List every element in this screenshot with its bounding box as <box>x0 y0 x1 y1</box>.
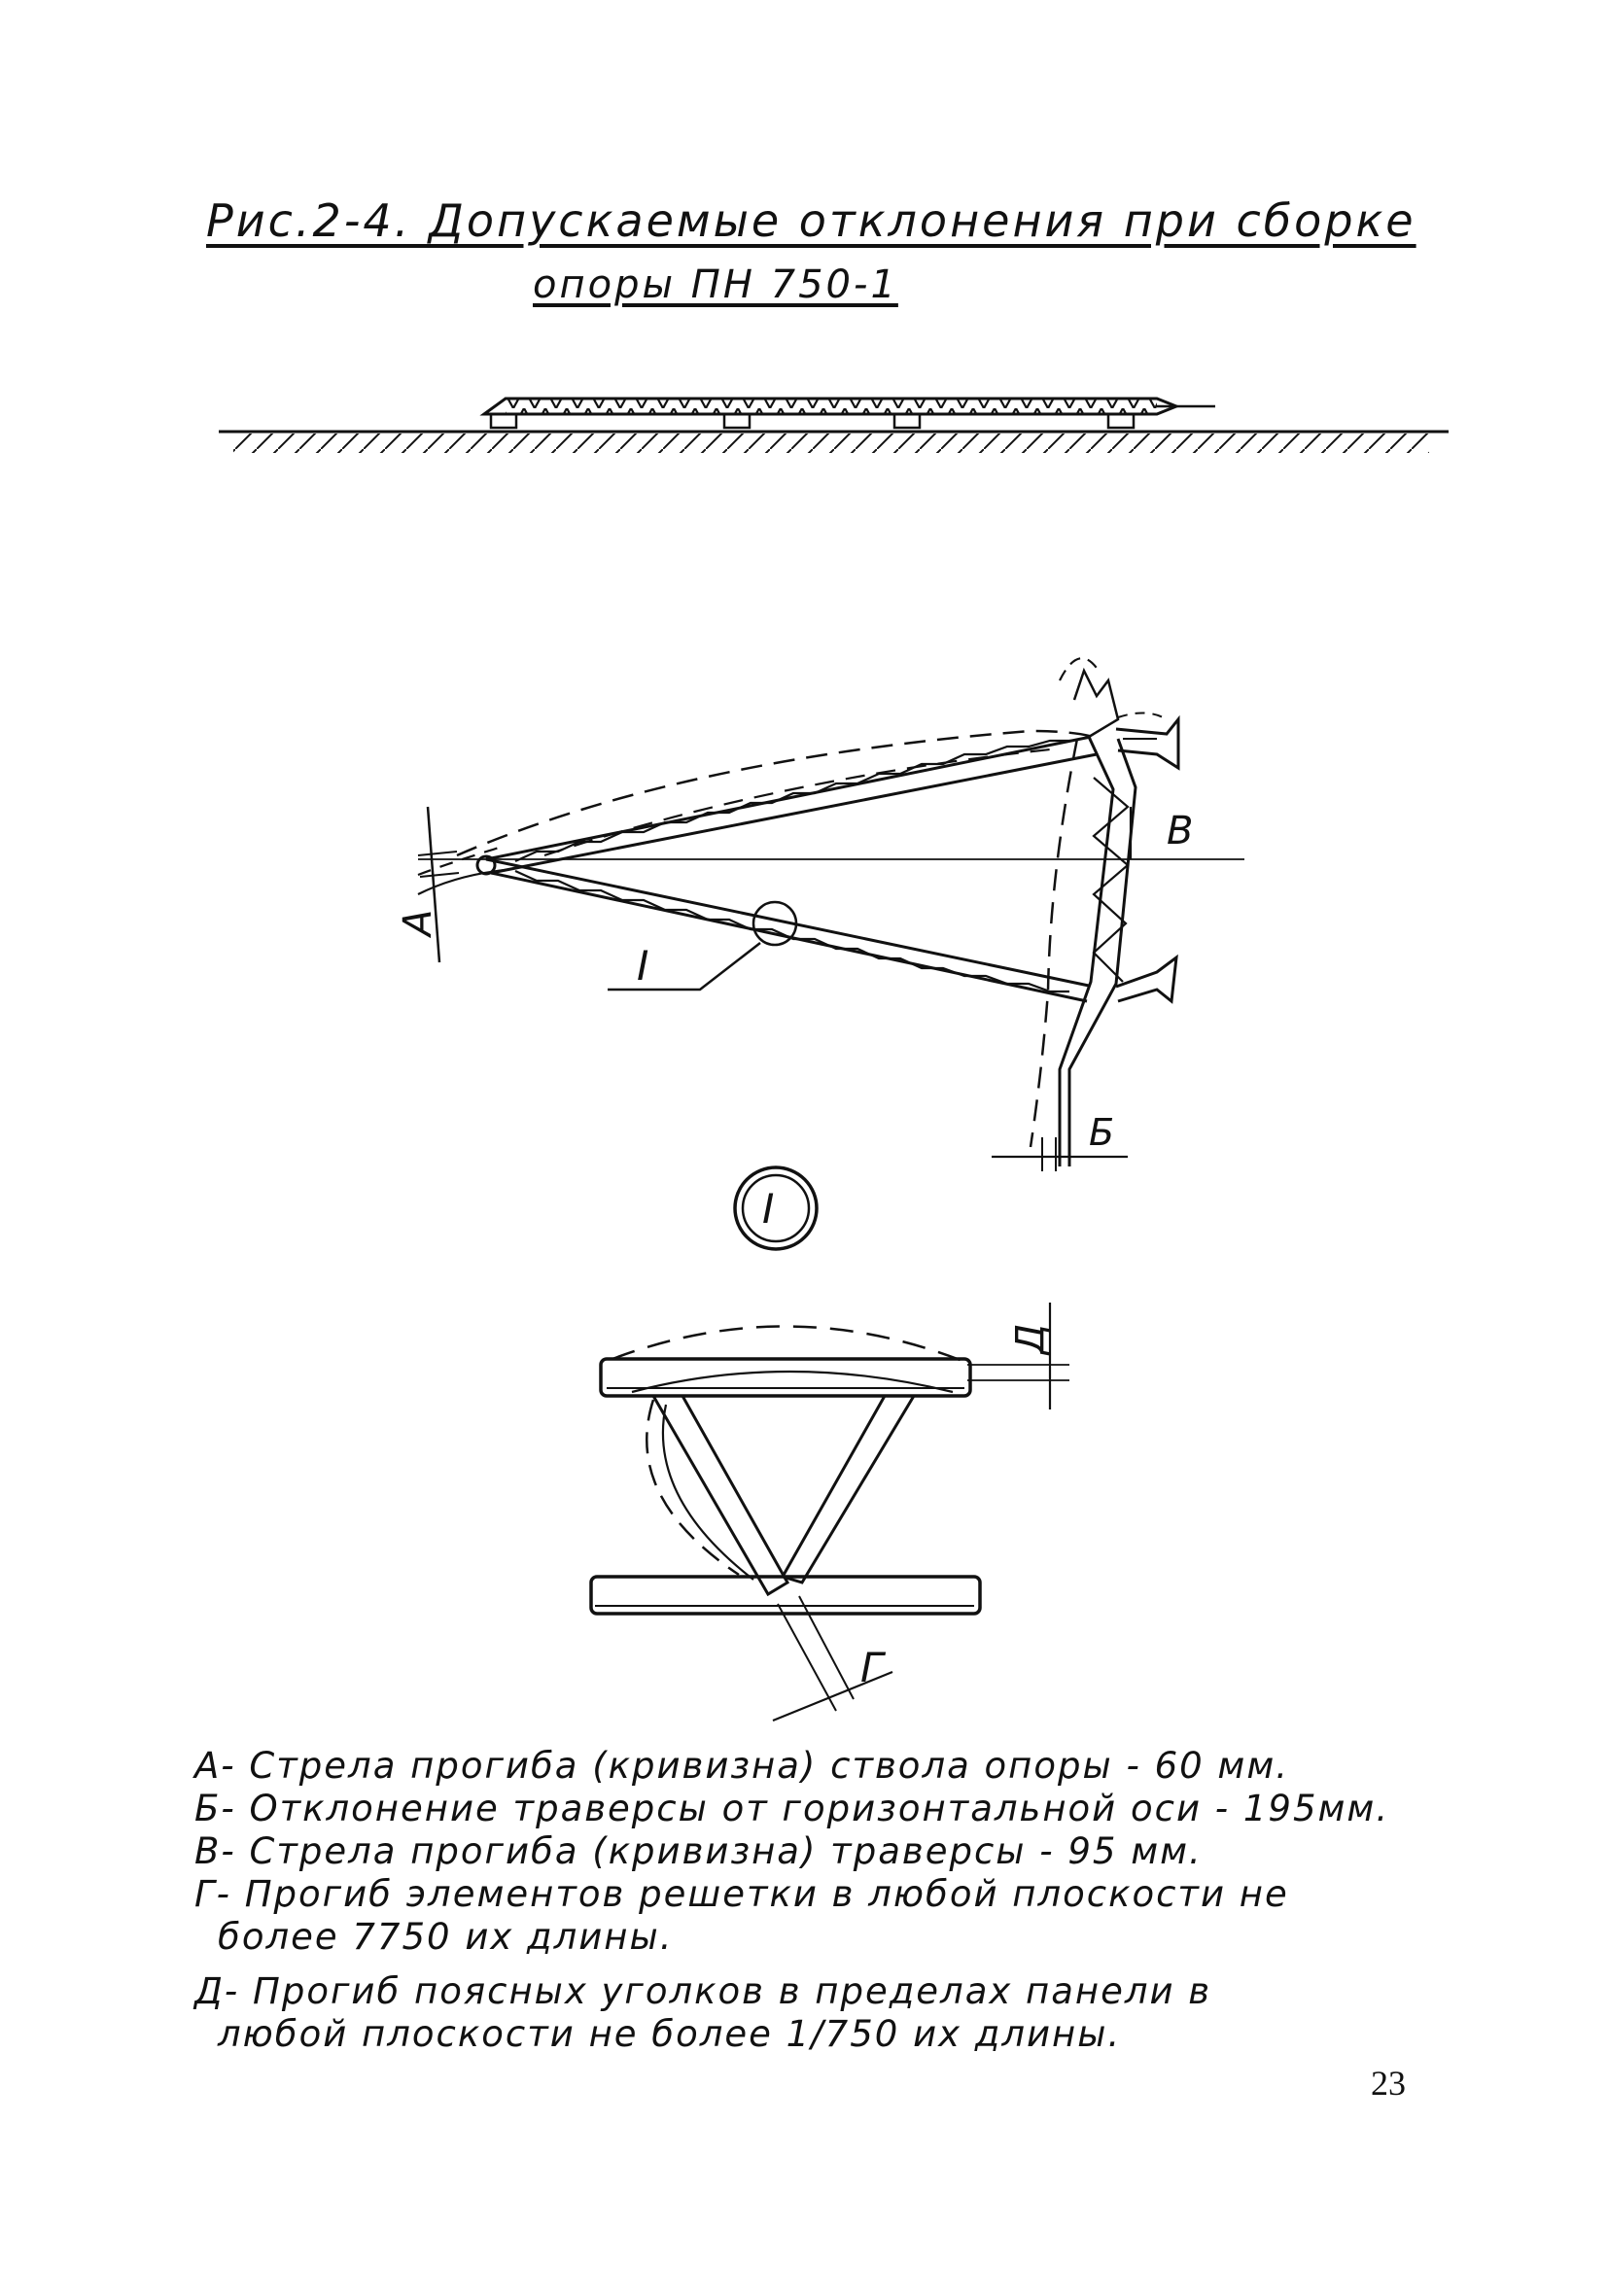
deflection-dashed-upper <box>457 731 1099 855</box>
detail-circle-inner <box>743 1175 809 1241</box>
lower-chord-lattice <box>515 871 1069 991</box>
lattice-diagonal-right <box>783 1396 914 1583</box>
label-g: Г <box>860 1644 884 1691</box>
label-detail: I <box>637 942 649 990</box>
label-b: Б <box>1089 1111 1115 1154</box>
support-truss <box>396 658 1244 1171</box>
legend-item-v: В- Стрела прогиба (кривизна) траверсы - 95 мм. <box>194 1830 1203 1872</box>
diagonal-deflection-dashed <box>647 1400 739 1575</box>
mast-right-edge <box>1069 739 1136 1166</box>
label-a: А <box>396 909 440 936</box>
legend-item-g-cont: более 7750 их длины. <box>218 1916 674 1958</box>
ground-view <box>219 399 1449 453</box>
support-block <box>1108 414 1134 428</box>
mast-left-edge <box>1060 737 1113 1166</box>
detail-title <box>735 1167 817 1249</box>
label-v: В <box>1167 809 1194 853</box>
legend-item-d: Д- Прогиб поясных уголков в пределах панели в <box>194 1970 1212 2012</box>
support-block <box>491 414 516 428</box>
label-detail-circle: I <box>762 1185 775 1233</box>
detail-drawing <box>591 1303 1069 1721</box>
detail-circle-outer <box>735 1167 817 1249</box>
support-block <box>724 414 750 428</box>
label-d: Д <box>1008 1323 1053 1354</box>
legend-item-a: А- Стрела прогиба (кривизна) ствола опоры - 60 мм. <box>194 1745 1289 1787</box>
legend-item-g: Г- Прогиб элементов решетки в любой плоскости не <box>194 1873 1289 1915</box>
top-chord-deflection-dashed <box>612 1326 962 1361</box>
legend <box>194 1745 1517 2056</box>
detail-leader-line <box>608 943 760 990</box>
mast-peak <box>1074 671 1118 737</box>
lower-crossarm <box>1116 957 1176 1001</box>
legend-item-b: Б- Отклонение траверсы от горизонтальной оси - 195мм. <box>194 1788 1390 1829</box>
page-number: 23 <box>1371 2064 1406 2103</box>
legend-item-d-cont: любой плоскости не более 1/750 их длины. <box>218 2013 1122 2055</box>
ground-hatching <box>233 434 1429 453</box>
support-block <box>894 414 920 428</box>
lattice-diagonal-left <box>653 1396 787 1594</box>
lying-support-lattice <box>506 399 1157 414</box>
figure-subtitle: опоры ПН 750-1 <box>533 262 898 307</box>
top-chord-angle <box>601 1359 970 1396</box>
figure-title: Рис.2-4. Допускаемые отклонения при сборке <box>206 194 1416 247</box>
